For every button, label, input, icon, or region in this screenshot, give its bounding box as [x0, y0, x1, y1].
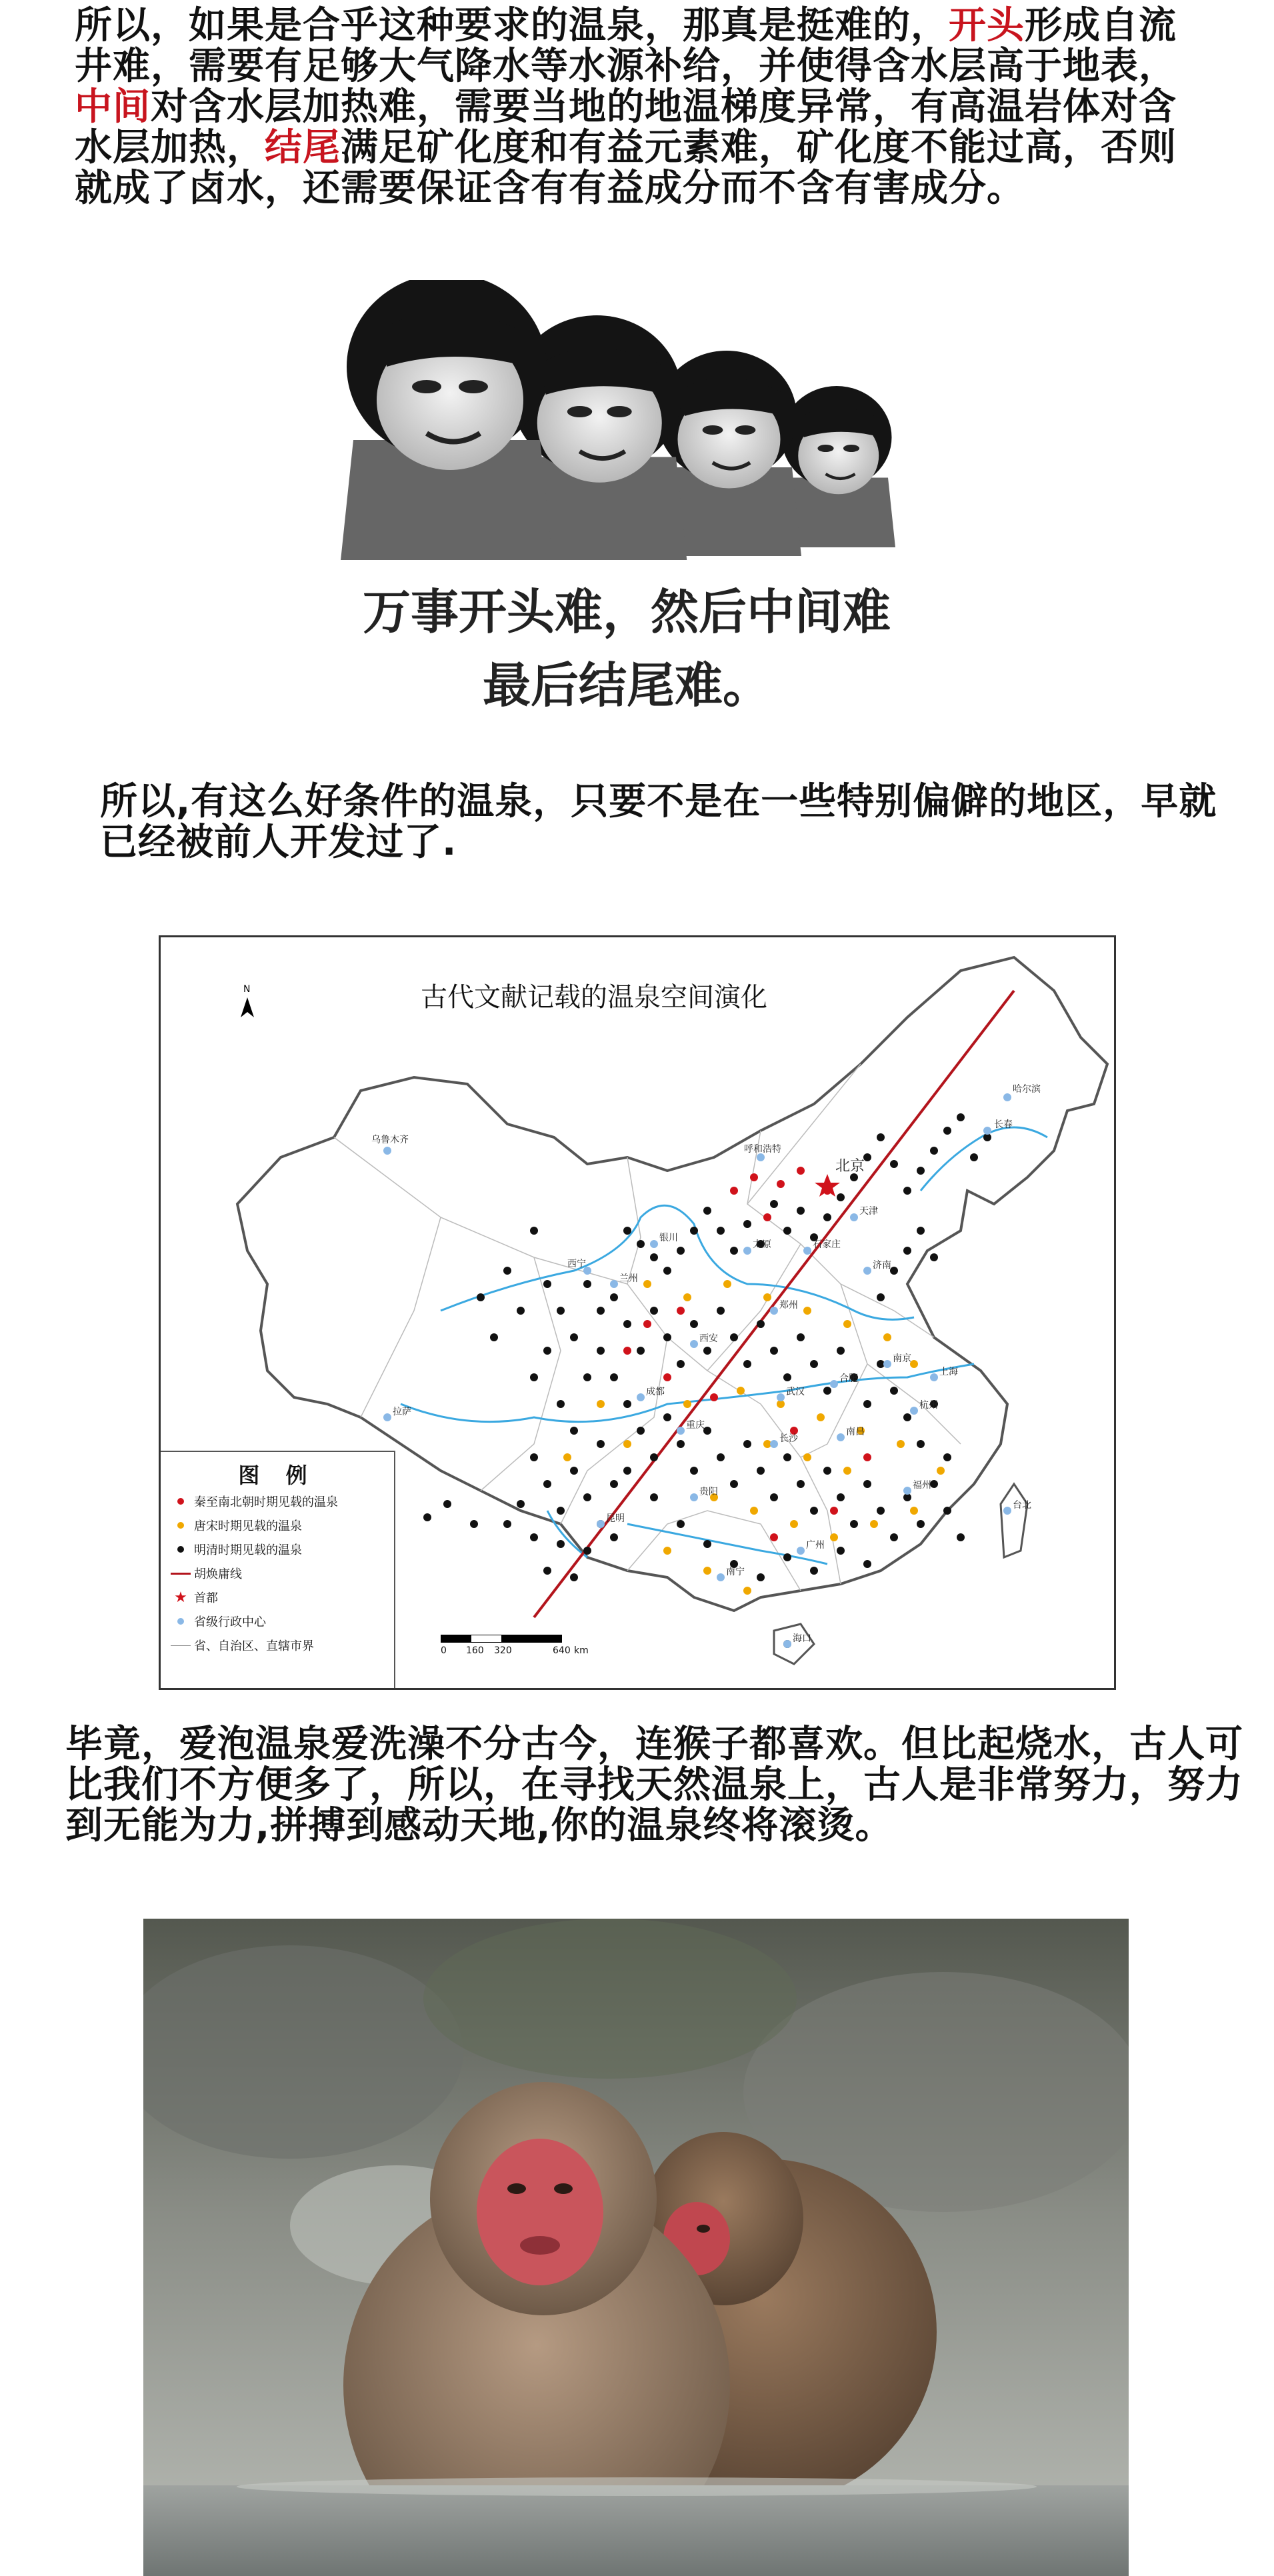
- legend-item: [161, 1633, 394, 1657]
- city-label: 郑州: [779, 1300, 798, 1311]
- city-label: 银川: [659, 1233, 678, 1243]
- legend-item: [161, 1489, 394, 1513]
- legend-label: 秦至南北朝时期见载的温泉: [194, 1495, 338, 1509]
- map-scale-bar: [441, 1635, 641, 1675]
- scale-label: 320: [494, 1645, 512, 1656]
- city-label: 贵阳: [699, 1487, 718, 1497]
- legend-label: 胡焕庸线: [194, 1567, 242, 1581]
- city-label: 长沙: [779, 1433, 798, 1444]
- meme-caption-line-2: 最后结尾难。: [482, 657, 771, 713]
- capital-label: 北京: [835, 1158, 865, 1175]
- intro-paragraph: [75, 5, 1208, 209]
- city-label: 西宁: [567, 1259, 586, 1269]
- legend-label: 首都: [194, 1591, 218, 1605]
- north-arrow-icon: [241, 997, 254, 1017]
- legend-item: [161, 1609, 394, 1633]
- city-label: 太原: [753, 1239, 771, 1250]
- city-label: 兰州: [619, 1273, 638, 1284]
- legend-label: 唐宋时期见载的温泉: [194, 1519, 302, 1533]
- highlight-beginning: 开头: [949, 4, 1025, 47]
- legend-item: [161, 1585, 394, 1609]
- city-label: 杭州: [919, 1400, 938, 1411]
- legend-label: 省级行政中心: [194, 1615, 266, 1629]
- city-label: 济南: [873, 1260, 891, 1271]
- city-label: 上海: [939, 1367, 958, 1377]
- intro-text-3: 对含水层加热难，需要当地的地温梯度异常，有高温岩体对含水层加热，: [75, 85, 1177, 169]
- monkeys-paragraph: 毕竟，爱泡温泉爱洗澡不分古今，连猴子都喜欢。但比起烧水，古人可比我们不方便多了，所以，在寻找天然温泉上，古人是非常努力，努力到无能为力,拼搏到感动天地,你的温泉终将滚烫。: [65, 1723, 1243, 1847]
- intro-text-4: 满足矿化度和有益元素难，矿化度不能过高，否则就成了卤水，还需要保证含有有益成分而不含有害成分。: [75, 126, 1177, 210]
- hot-spring-map-figure: [159, 935, 1116, 1690]
- city-label: 长春: [994, 1119, 1013, 1130]
- scale-label: 0: [441, 1645, 447, 1656]
- city-label: 重庆: [686, 1420, 705, 1431]
- intro-text-2: 形成自流井难，需要有足够大气降水等水源补给，并使得含水层高于地表，: [75, 4, 1177, 88]
- city-label: 西安: [699, 1333, 718, 1344]
- city-label: 拉萨: [393, 1407, 411, 1417]
- taiwan-island: [1001, 1484, 1027, 1557]
- legend-item: [161, 1537, 394, 1561]
- meme-caption-line-1: 万事开头难，然后中间难: [362, 584, 891, 640]
- city-label: 昆明: [606, 1513, 625, 1524]
- city-label: 台北: [1013, 1500, 1031, 1511]
- scale-label: 640: [553, 1645, 571, 1656]
- development-paragraph: 所以,有这么好条件的温泉，只要不是在一些特别偏僻的地区，早就已经被前人开发过了.: [100, 780, 1217, 864]
- scale-label: 160: [466, 1645, 484, 1656]
- city-label: 福州: [913, 1480, 931, 1491]
- city-label: 成都: [646, 1387, 665, 1397]
- legend-item: [161, 1513, 394, 1537]
- city-label: 武汉: [786, 1387, 805, 1397]
- map-title: 古代文献记载的温泉空间演化: [421, 982, 767, 1013]
- meme-image: [293, 280, 960, 733]
- scale-label: km: [574, 1645, 589, 1656]
- city-label: 呼和浩特: [744, 1144, 781, 1155]
- city-label: 哈尔滨: [1013, 1084, 1041, 1095]
- panda-faces-meme-illustration: [340, 280, 913, 560]
- city-label: 南宁: [726, 1567, 745, 1577]
- city-label: 海口: [793, 1633, 811, 1644]
- legend-label: 明清时期见载的温泉: [194, 1543, 302, 1557]
- intro-text-1: 所以，如果是合乎这种要求的温泉，那真是挺难的，: [75, 4, 949, 47]
- snow-monkeys-in-hot-spring-photo: [143, 1919, 1129, 2576]
- legend-label: 省、自治区、直辖市界: [194, 1639, 314, 1653]
- city-label: 南京: [893, 1353, 911, 1364]
- city-label: 广州: [806, 1540, 825, 1551]
- highlight-end: 结尾: [265, 126, 341, 169]
- legend-title: 图 例: [238, 1463, 317, 1488]
- city-label: 南昌: [846, 1427, 865, 1437]
- highlight-middle: 中间: [75, 85, 151, 129]
- city-label: 天津: [859, 1206, 878, 1217]
- monkeys-photo-graphic: [143, 1919, 1129, 2576]
- city-label: 乌鲁木齐: [371, 1135, 409, 1145]
- city-label: 石家庄: [813, 1239, 841, 1250]
- capital-star-icon: ★: [174, 1589, 187, 1606]
- legend-item: [161, 1561, 394, 1585]
- north-label: N: [243, 984, 251, 995]
- hainan-island: [774, 1624, 814, 1664]
- city-label: 合肥: [839, 1373, 858, 1384]
- map-legend: [161, 1451, 395, 1690]
